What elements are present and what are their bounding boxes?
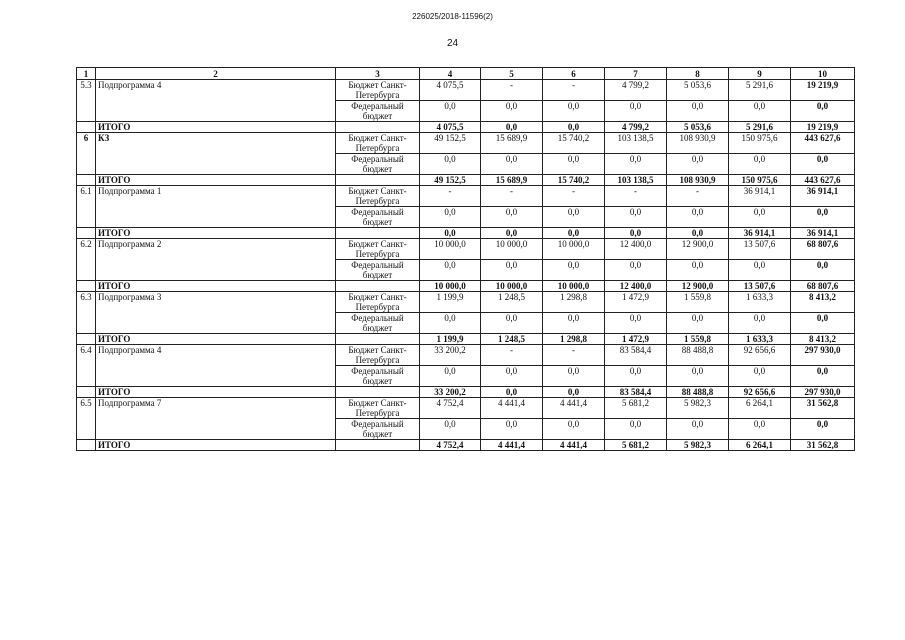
value-cell: 5 053,6 xyxy=(667,80,729,101)
total-label: ИТОГО xyxy=(96,334,336,345)
total-value-cell: 443 627,6 xyxy=(791,175,855,186)
value-cell: 0,0 xyxy=(729,419,791,440)
value-cell: 0,0 xyxy=(543,419,605,440)
total-value-cell: 92 656,6 xyxy=(729,387,791,398)
source-federal-budget: Федеральный бюджет xyxy=(336,260,420,281)
column-header-8: 8 xyxy=(667,68,729,80)
total-label: ИТОГО xyxy=(96,440,336,451)
total-value-cell: 1 298,8 xyxy=(543,334,605,345)
total-source-cell xyxy=(336,334,420,345)
value-cell: 0,0 xyxy=(481,313,543,334)
total-label: ИТОГО xyxy=(96,175,336,186)
value-cell: 0,0 xyxy=(791,419,855,440)
value-cell: 92 656,6 xyxy=(729,345,791,366)
column-header-1: 1 xyxy=(77,68,96,80)
value-cell: 8 413,2 xyxy=(791,292,855,313)
total-value-cell: 0,0 xyxy=(481,122,543,133)
total-row xyxy=(77,387,855,398)
value-cell: 0,0 xyxy=(791,207,855,228)
value-cell: 0,0 xyxy=(667,207,729,228)
value-cell: 4 752,4 xyxy=(420,398,481,419)
total-row xyxy=(77,440,855,451)
value-cell: 0,0 xyxy=(420,260,481,281)
value-cell: 0,0 xyxy=(481,207,543,228)
value-cell: 0,0 xyxy=(420,154,481,175)
value-cell: 10 000,0 xyxy=(420,239,481,260)
table-row xyxy=(77,133,855,154)
total-value-cell: 88 488,8 xyxy=(667,387,729,398)
value-cell: 0,0 xyxy=(420,313,481,334)
total-index-cell xyxy=(77,387,96,398)
total-value-cell: 297 930,0 xyxy=(791,387,855,398)
value-cell: 0,0 xyxy=(543,260,605,281)
value-cell: 10 000,0 xyxy=(543,239,605,260)
total-value-cell: 0,0 xyxy=(667,228,729,239)
total-value-cell: 1 559,8 xyxy=(667,334,729,345)
source-federal-budget: Федеральный бюджет xyxy=(336,419,420,440)
source-federal-budget: Федеральный бюджет xyxy=(336,101,420,122)
value-cell: 0,0 xyxy=(791,101,855,122)
source-spb-budget: Бюджет Санкт-Петербурга xyxy=(336,239,420,260)
section-index: 6.1 xyxy=(77,186,96,228)
total-row xyxy=(77,228,855,239)
total-value-cell: 15 689,9 xyxy=(481,175,543,186)
source-federal-budget: Федеральный бюджет xyxy=(336,366,420,387)
table-row xyxy=(77,239,855,260)
value-cell: - xyxy=(543,186,605,207)
value-cell: 19 219,9 xyxy=(791,80,855,101)
total-index-cell xyxy=(77,122,96,133)
table-row xyxy=(77,398,855,419)
value-cell: 0,0 xyxy=(605,207,667,228)
source-federal-budget: Федеральный бюджет xyxy=(336,207,420,228)
value-cell: 10 000,0 xyxy=(481,239,543,260)
value-cell: 0,0 xyxy=(605,154,667,175)
value-cell: - xyxy=(420,186,481,207)
value-cell: 0,0 xyxy=(729,260,791,281)
value-cell: 68 807,6 xyxy=(791,239,855,260)
total-value-cell: 0,0 xyxy=(481,387,543,398)
table-row xyxy=(77,345,855,366)
total-value-cell: 0,0 xyxy=(543,122,605,133)
program-name: Подпрограмма 7 xyxy=(96,398,336,440)
source-spb-budget: Бюджет Санкт-Петербурга xyxy=(336,292,420,313)
value-cell: 0,0 xyxy=(481,419,543,440)
source-federal-budget: Федеральный бюджет xyxy=(336,313,420,334)
value-cell: 0,0 xyxy=(791,313,855,334)
value-cell: 0,0 xyxy=(481,154,543,175)
section-index: 6.3 xyxy=(77,292,96,334)
program-name: Подпрограмма 3 xyxy=(96,292,336,334)
value-cell: 5 681,2 xyxy=(605,398,667,419)
value-cell: 1 298,8 xyxy=(543,292,605,313)
total-label: ИТОГО xyxy=(96,228,336,239)
value-cell: 0,0 xyxy=(420,366,481,387)
section-index: 6.2 xyxy=(77,239,96,281)
total-value-cell: 5 291,6 xyxy=(729,122,791,133)
total-value-cell: 4 075,5 xyxy=(420,122,481,133)
value-cell: 0,0 xyxy=(667,260,729,281)
value-cell: 0,0 xyxy=(791,260,855,281)
value-cell: 150 975,6 xyxy=(729,133,791,154)
column-header-4: 4 xyxy=(420,68,481,80)
table-row xyxy=(77,80,855,101)
total-value-cell: 83 584,4 xyxy=(605,387,667,398)
value-cell: 5 291,6 xyxy=(729,80,791,101)
value-cell: 0,0 xyxy=(481,366,543,387)
section-index: 5.3 xyxy=(77,80,96,122)
total-value-cell: 1 199,9 xyxy=(420,334,481,345)
value-cell: 0,0 xyxy=(420,419,481,440)
total-value-cell: 19 219,9 xyxy=(791,122,855,133)
value-cell: 0,0 xyxy=(729,154,791,175)
value-cell: 0,0 xyxy=(605,260,667,281)
value-cell: 0,0 xyxy=(543,101,605,122)
value-cell: 0,0 xyxy=(605,101,667,122)
total-value-cell: 1 248,5 xyxy=(481,334,543,345)
column-header-9: 9 xyxy=(729,68,791,80)
total-source-cell xyxy=(336,175,420,186)
value-cell: 0,0 xyxy=(605,419,667,440)
total-row xyxy=(77,175,855,186)
column-header-2: 2 xyxy=(96,68,336,80)
total-value-cell: 5 681,2 xyxy=(605,440,667,451)
total-value-cell: 12 400,0 xyxy=(605,281,667,292)
source-spb-budget: Бюджет Санкт-Петербурга xyxy=(336,186,420,207)
value-cell: 4 441,4 xyxy=(543,398,605,419)
total-label: ИТОГО xyxy=(96,281,336,292)
value-cell: 49 152,5 xyxy=(420,133,481,154)
value-cell: 443 627,6 xyxy=(791,133,855,154)
total-row xyxy=(77,122,855,133)
total-value-cell: 33 200,2 xyxy=(420,387,481,398)
total-source-cell xyxy=(336,122,420,133)
value-cell: 4 075,5 xyxy=(420,80,481,101)
value-cell: 0,0 xyxy=(729,101,791,122)
value-cell: 1 472,9 xyxy=(605,292,667,313)
value-cell: 0,0 xyxy=(791,366,855,387)
value-cell: 15 740,2 xyxy=(543,133,605,154)
value-cell: 83 584,4 xyxy=(605,345,667,366)
value-cell: - xyxy=(481,345,543,366)
total-value-cell: 36 914,1 xyxy=(729,228,791,239)
total-index-cell xyxy=(77,440,96,451)
value-cell: 6 264,1 xyxy=(729,398,791,419)
value-cell: 0,0 xyxy=(729,313,791,334)
program-name: Подпрограмма 4 xyxy=(96,345,336,387)
total-value-cell: 4 799,2 xyxy=(605,122,667,133)
total-value-cell: 31 562,8 xyxy=(791,440,855,451)
value-cell: - xyxy=(605,186,667,207)
total-value-cell: 4 752,4 xyxy=(420,440,481,451)
column-header-10: 10 xyxy=(791,68,855,80)
total-index-cell xyxy=(77,175,96,186)
source-spb-budget: Бюджет Санкт-Петербурга xyxy=(336,345,420,366)
value-cell: 88 488,8 xyxy=(667,345,729,366)
column-header-7: 7 xyxy=(605,68,667,80)
value-cell: 1 248,5 xyxy=(481,292,543,313)
total-value-cell: 13 507,6 xyxy=(729,281,791,292)
total-value-cell: 10 000,0 xyxy=(420,281,481,292)
value-cell: 0,0 xyxy=(543,366,605,387)
value-cell: 1 199,9 xyxy=(420,292,481,313)
program-name: Подпрограмма 4 xyxy=(96,80,336,122)
total-value-cell: 4 441,4 xyxy=(481,440,543,451)
value-cell: 0,0 xyxy=(420,207,481,228)
column-header-6: 6 xyxy=(543,68,605,80)
total-value-cell: 108 930,9 xyxy=(667,175,729,186)
document-id: 226025/2018-11596(2) xyxy=(412,12,493,21)
total-value-cell: 36 914,1 xyxy=(791,228,855,239)
total-row xyxy=(77,334,855,345)
total-value-cell: 0,0 xyxy=(543,387,605,398)
value-cell: 103 138,5 xyxy=(605,133,667,154)
source-spb-budget: Бюджет Санкт-Петербурга xyxy=(336,398,420,419)
value-cell: 0,0 xyxy=(667,419,729,440)
total-source-cell xyxy=(336,228,420,239)
value-cell: 5 982,3 xyxy=(667,398,729,419)
total-value-cell: 5 053,6 xyxy=(667,122,729,133)
value-cell: 12 400,0 xyxy=(605,239,667,260)
value-cell: 0,0 xyxy=(605,366,667,387)
source-spb-budget: Бюджет Санкт-Петербурга xyxy=(336,80,420,101)
source-federal-budget: Федеральный бюджет xyxy=(336,154,420,175)
value-cell: - xyxy=(543,345,605,366)
value-cell: 1 559,8 xyxy=(667,292,729,313)
value-cell: 0,0 xyxy=(543,207,605,228)
value-cell: - xyxy=(543,80,605,101)
value-cell: - xyxy=(481,80,543,101)
budget-table xyxy=(76,67,855,451)
value-cell: 0,0 xyxy=(543,313,605,334)
value-cell: 15 689,9 xyxy=(481,133,543,154)
total-value-cell: 8 413,2 xyxy=(791,334,855,345)
value-cell: 1 633,3 xyxy=(729,292,791,313)
total-value-cell: 49 152,5 xyxy=(420,175,481,186)
column-header-3: 3 xyxy=(336,68,420,80)
total-source-cell xyxy=(336,440,420,451)
value-cell: 0,0 xyxy=(667,313,729,334)
value-cell: 0,0 xyxy=(729,207,791,228)
value-cell: - xyxy=(667,186,729,207)
value-cell: 0,0 xyxy=(667,366,729,387)
value-cell: 36 914,1 xyxy=(791,186,855,207)
section-index: 6.4 xyxy=(77,345,96,387)
section-index: 6.5 xyxy=(77,398,96,440)
table-row xyxy=(77,292,855,313)
total-value-cell: 103 138,5 xyxy=(605,175,667,186)
value-cell: 36 914,1 xyxy=(729,186,791,207)
value-cell: 0,0 xyxy=(667,154,729,175)
value-cell: 0,0 xyxy=(605,313,667,334)
total-source-cell xyxy=(336,387,420,398)
total-value-cell: 15 740,2 xyxy=(543,175,605,186)
value-cell: - xyxy=(481,186,543,207)
total-value-cell: 5 982,3 xyxy=(667,440,729,451)
value-cell: 4 799,2 xyxy=(605,80,667,101)
value-cell: 108 930,9 xyxy=(667,133,729,154)
total-value-cell: 0,0 xyxy=(605,228,667,239)
page-number: 24 xyxy=(446,38,459,49)
total-value-cell: 0,0 xyxy=(420,228,481,239)
value-cell: 4 441,4 xyxy=(481,398,543,419)
total-value-cell: 6 264,1 xyxy=(729,440,791,451)
value-cell: 0,0 xyxy=(420,101,481,122)
table-row xyxy=(77,186,855,207)
total-index-cell xyxy=(77,334,96,345)
column-header-row xyxy=(77,68,855,80)
total-value-cell: 10 000,0 xyxy=(481,281,543,292)
value-cell: 0,0 xyxy=(729,366,791,387)
value-cell: 0,0 xyxy=(667,101,729,122)
value-cell: 0,0 xyxy=(791,154,855,175)
total-value-cell: 4 441,4 xyxy=(543,440,605,451)
value-cell: 13 507,6 xyxy=(729,239,791,260)
total-value-cell: 150 975,6 xyxy=(729,175,791,186)
total-value-cell: 12 900,0 xyxy=(667,281,729,292)
total-source-cell xyxy=(336,281,420,292)
value-cell: 297 930,0 xyxy=(791,345,855,366)
total-label: ИТОГО xyxy=(96,387,336,398)
total-index-cell xyxy=(77,281,96,292)
program-name: КЗ xyxy=(96,133,336,175)
total-value-cell: 1 633,3 xyxy=(729,334,791,345)
total-index-cell xyxy=(77,228,96,239)
value-cell: 0,0 xyxy=(481,260,543,281)
total-value-cell: 68 807,6 xyxy=(791,281,855,292)
value-cell: 0,0 xyxy=(481,101,543,122)
source-spb-budget: Бюджет Санкт-Петербурга xyxy=(336,133,420,154)
value-cell: 33 200,2 xyxy=(420,345,481,366)
column-header-5: 5 xyxy=(481,68,543,80)
total-row xyxy=(77,281,855,292)
total-label: ИТОГО xyxy=(96,122,336,133)
total-value-cell: 10 000,0 xyxy=(543,281,605,292)
program-name: Подпрограмма 1 xyxy=(96,186,336,228)
section-index: 6 xyxy=(77,133,96,175)
value-cell: 31 562,8 xyxy=(791,398,855,419)
total-value-cell: 1 472,9 xyxy=(605,334,667,345)
program-name: Подпрограмма 2 xyxy=(96,239,336,281)
total-value-cell: 0,0 xyxy=(481,228,543,239)
value-cell: 0,0 xyxy=(543,154,605,175)
value-cell: 12 900,0 xyxy=(667,239,729,260)
total-value-cell: 0,0 xyxy=(543,228,605,239)
